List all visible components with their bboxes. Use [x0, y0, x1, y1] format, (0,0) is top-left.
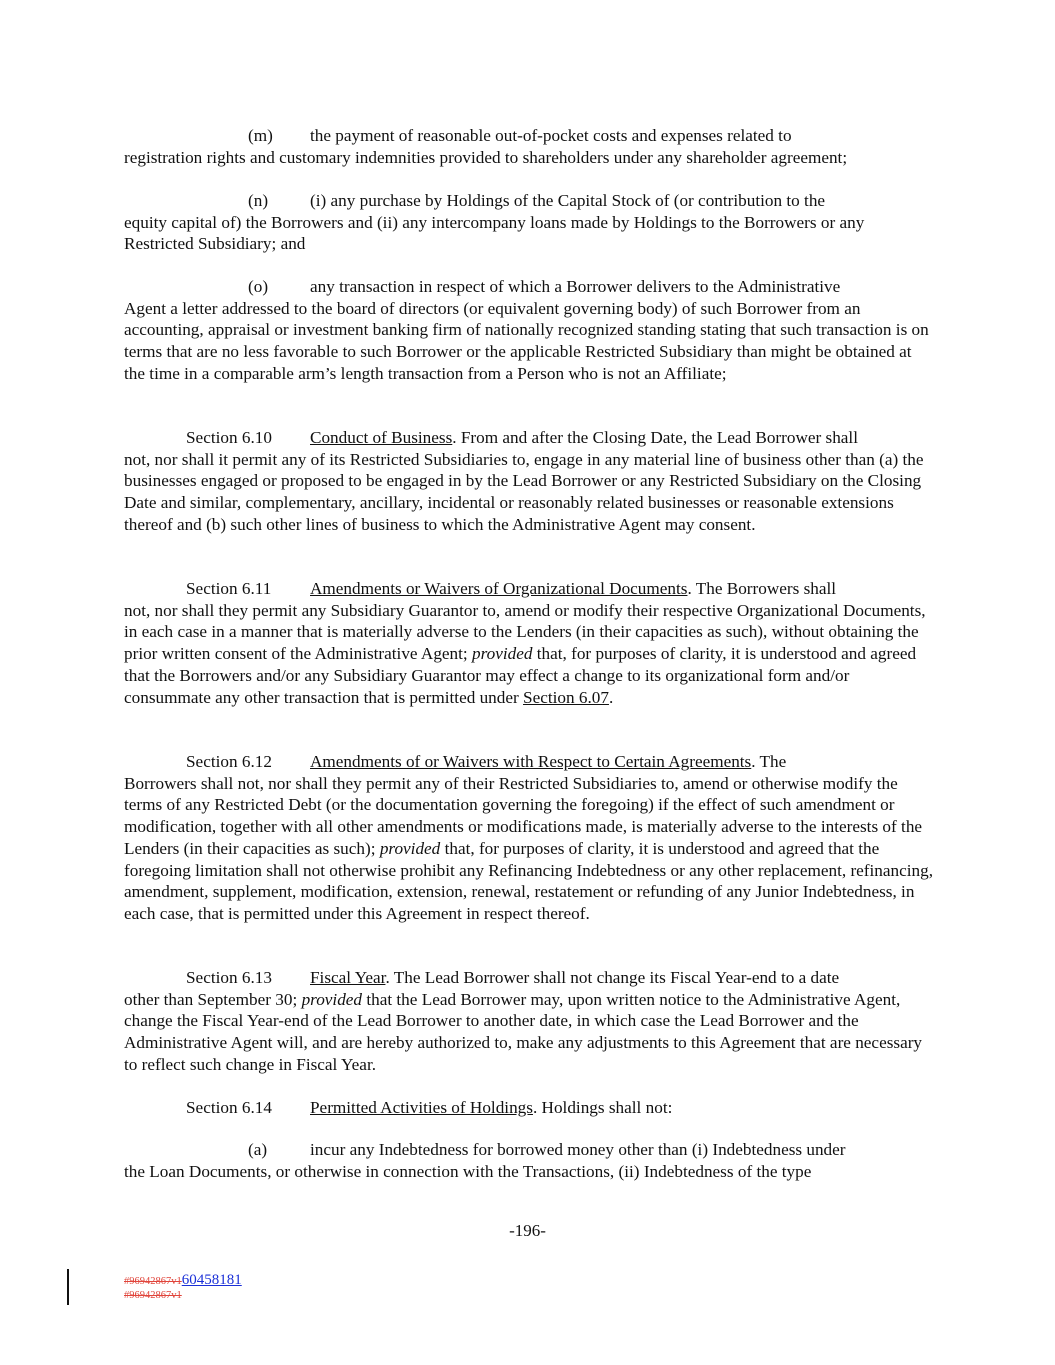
clause-text-first-line: any transaction in respect of which a Borrower delivers to the Administrative — [310, 277, 841, 296]
section-text-first-line: . From and after the Closing Date, the Lead Borrower shall — [452, 428, 858, 447]
section-heading: Amendments or Waivers of Organizational Documents — [310, 579, 688, 598]
clause-text-rest: the Loan Documents, or otherwise in connection with the Transactions, (ii) Indebtedness of the type — [124, 1161, 812, 1181]
section-number: Section 6.13 — [186, 968, 272, 987]
section-text-first-line: . The Borrowers shall — [687, 579, 837, 598]
provided-term: provided — [471, 644, 533, 664]
inserted-document-id: 60458181 — [181, 1272, 242, 1288]
clause-label: (o) — [248, 277, 269, 296]
section-text-rest: that, for purposes of clarity, it is understood and agreed that the Borrowers and/or any Subsidiary Guarantor may effect a change to its organizational form and/or consummate any other transaction that is permitted under — [124, 644, 917, 707]
clause-text-rest: Agent a letter addressed to the board of directors (or equivalent governing body) of such Borrower from an accounting, appraisal or investment banking firm of nationally recognized standing stating that such transaction is on terms that are no less favorable to such Borrower or the applicable Restricted Subsidiary than might be obtained at the time in a comparable arm’s length transaction from a Person who is not an Affiliate; — [124, 298, 929, 383]
provided-term: provided — [379, 838, 441, 858]
section-6-12 — [124, 751, 936, 925]
clause-text-rest: equity capital of) the Borrowers and (ii) any intercompany loans made by Holdings to the Borrowers or any Restricted Subsidiary; and — [124, 212, 865, 254]
section-heading: Amendments of or Waivers with Respect to Certain Agreements — [310, 752, 752, 771]
section-text-first-line: . Holdings shall not: — [532, 1098, 673, 1117]
section-text-rest: that the Lead Borrower may, upon written notice to the Administrative Agent, change the Fiscal Year-end of the Lead Borrower to another date, in which case the Lead Borrower and the Administrative Agent will, and are hereby authorized to, make any adjustments to this Agreement that are necessary to reflect such change in Fiscal Year. — [124, 989, 923, 1074]
paragraph-a — [124, 1139, 936, 1182]
section-number: Section 6.11 — [186, 579, 272, 598]
clause-text-first-line: incur any Indebtedness for borrowed money other than (i) Indebtedness under — [310, 1140, 846, 1159]
section-text-first-line: . The — [751, 752, 787, 771]
document-id-line-2 — [124, 1290, 182, 1301]
document-id-line — [124, 1272, 242, 1289]
section-heading: Permitted Activities of Holdings — [310, 1098, 533, 1117]
section-number: Section 6.14 — [186, 1098, 272, 1117]
clause-label: (m) — [248, 126, 273, 145]
section-number: Section 6.12 — [186, 752, 272, 771]
section-text-rest: Borrowers shall not, nor shall they permit any of their Restricted Subsidiaries to, amend or otherwise modify the terms of any Restricted Debt (or the documentation governing the foregoing) if the effect of such amendment or modification, together with all other amendments or modifications made, is materially adverse to the interests of the Lenders (in their capacities as such); — [124, 773, 923, 858]
section-text-rest: not, nor shall it permit any of its Restricted Subsidiaries to, engage in any material line of business other than (a) the businesses engaged or proposed to be engaged in by the Lead Borrower or any Restricted Subsidiary on the Closing Date and similar, complementary, ancillary, incidental or reasonably related businesses or reasonable extensions thereof and (b) such other lines of business to which the Administrative Agent may consent. — [124, 449, 924, 534]
clause-text-first-line: the payment of reasonable out-of-pocket costs and expenses related to — [310, 126, 792, 145]
deleted-document-id: #96942867v1 — [124, 1276, 182, 1287]
clause-label: (n) — [248, 191, 269, 210]
section-text-rest: that, for purposes of clarity, it is understood and agreed that the foregoing limitation shall not otherwise prohibit any Refinancing Indebtedness or any other replacement, refinancing, amendment, supplement, modification, extension, renewal, restatement or refunding of any Junior Indebtedness, in each case, that is permitted under this Agreement in respect thereof. — [124, 838, 934, 923]
section-number: Section 6.10 — [186, 428, 272, 447]
period: . — [608, 687, 614, 707]
section-text-rest: other than September 30; — [124, 989, 302, 1009]
section-text-rest: not, nor shall they permit any Subsidiary Guarantor to, amend or modify their respective Organizational Documents, in each case in a manner that is materially adverse to the Lenders (in their capacities as such), without obtaining the prior written consent of the Administrative Agent; — [124, 600, 926, 664]
paragraph-n — [124, 190, 936, 255]
section-6-13 — [124, 967, 936, 1076]
page-number: -196- — [509, 1221, 546, 1240]
section-6-11 — [124, 578, 936, 708]
clause-text-first-line: (i) any purchase by Holdings of the Capital Stock of (or contribution to the — [310, 191, 826, 210]
provided-term: provided — [301, 989, 363, 1009]
section-text-first-line: . The Lead Borrower shall not change its Fiscal Year-end to a date — [385, 968, 840, 987]
section-6-14 — [124, 1097, 936, 1119]
clause-text-rest: registration rights and customary indemnities provided to shareholders under any shareholder agreement; — [124, 147, 848, 167]
section-heading: Conduct of Business — [310, 428, 453, 447]
clause-label: (a) — [248, 1140, 268, 1159]
cross-reference-section-6-07[interactable]: Section 6.07 — [523, 687, 609, 707]
section-heading: Fiscal Year — [310, 968, 386, 987]
section-6-10 — [124, 427, 936, 536]
paragraph-o — [124, 276, 936, 385]
paragraph-m — [124, 125, 936, 168]
change-bar — [67, 1269, 69, 1305]
deleted-document-id-2: #96942867v1 — [124, 1290, 182, 1301]
